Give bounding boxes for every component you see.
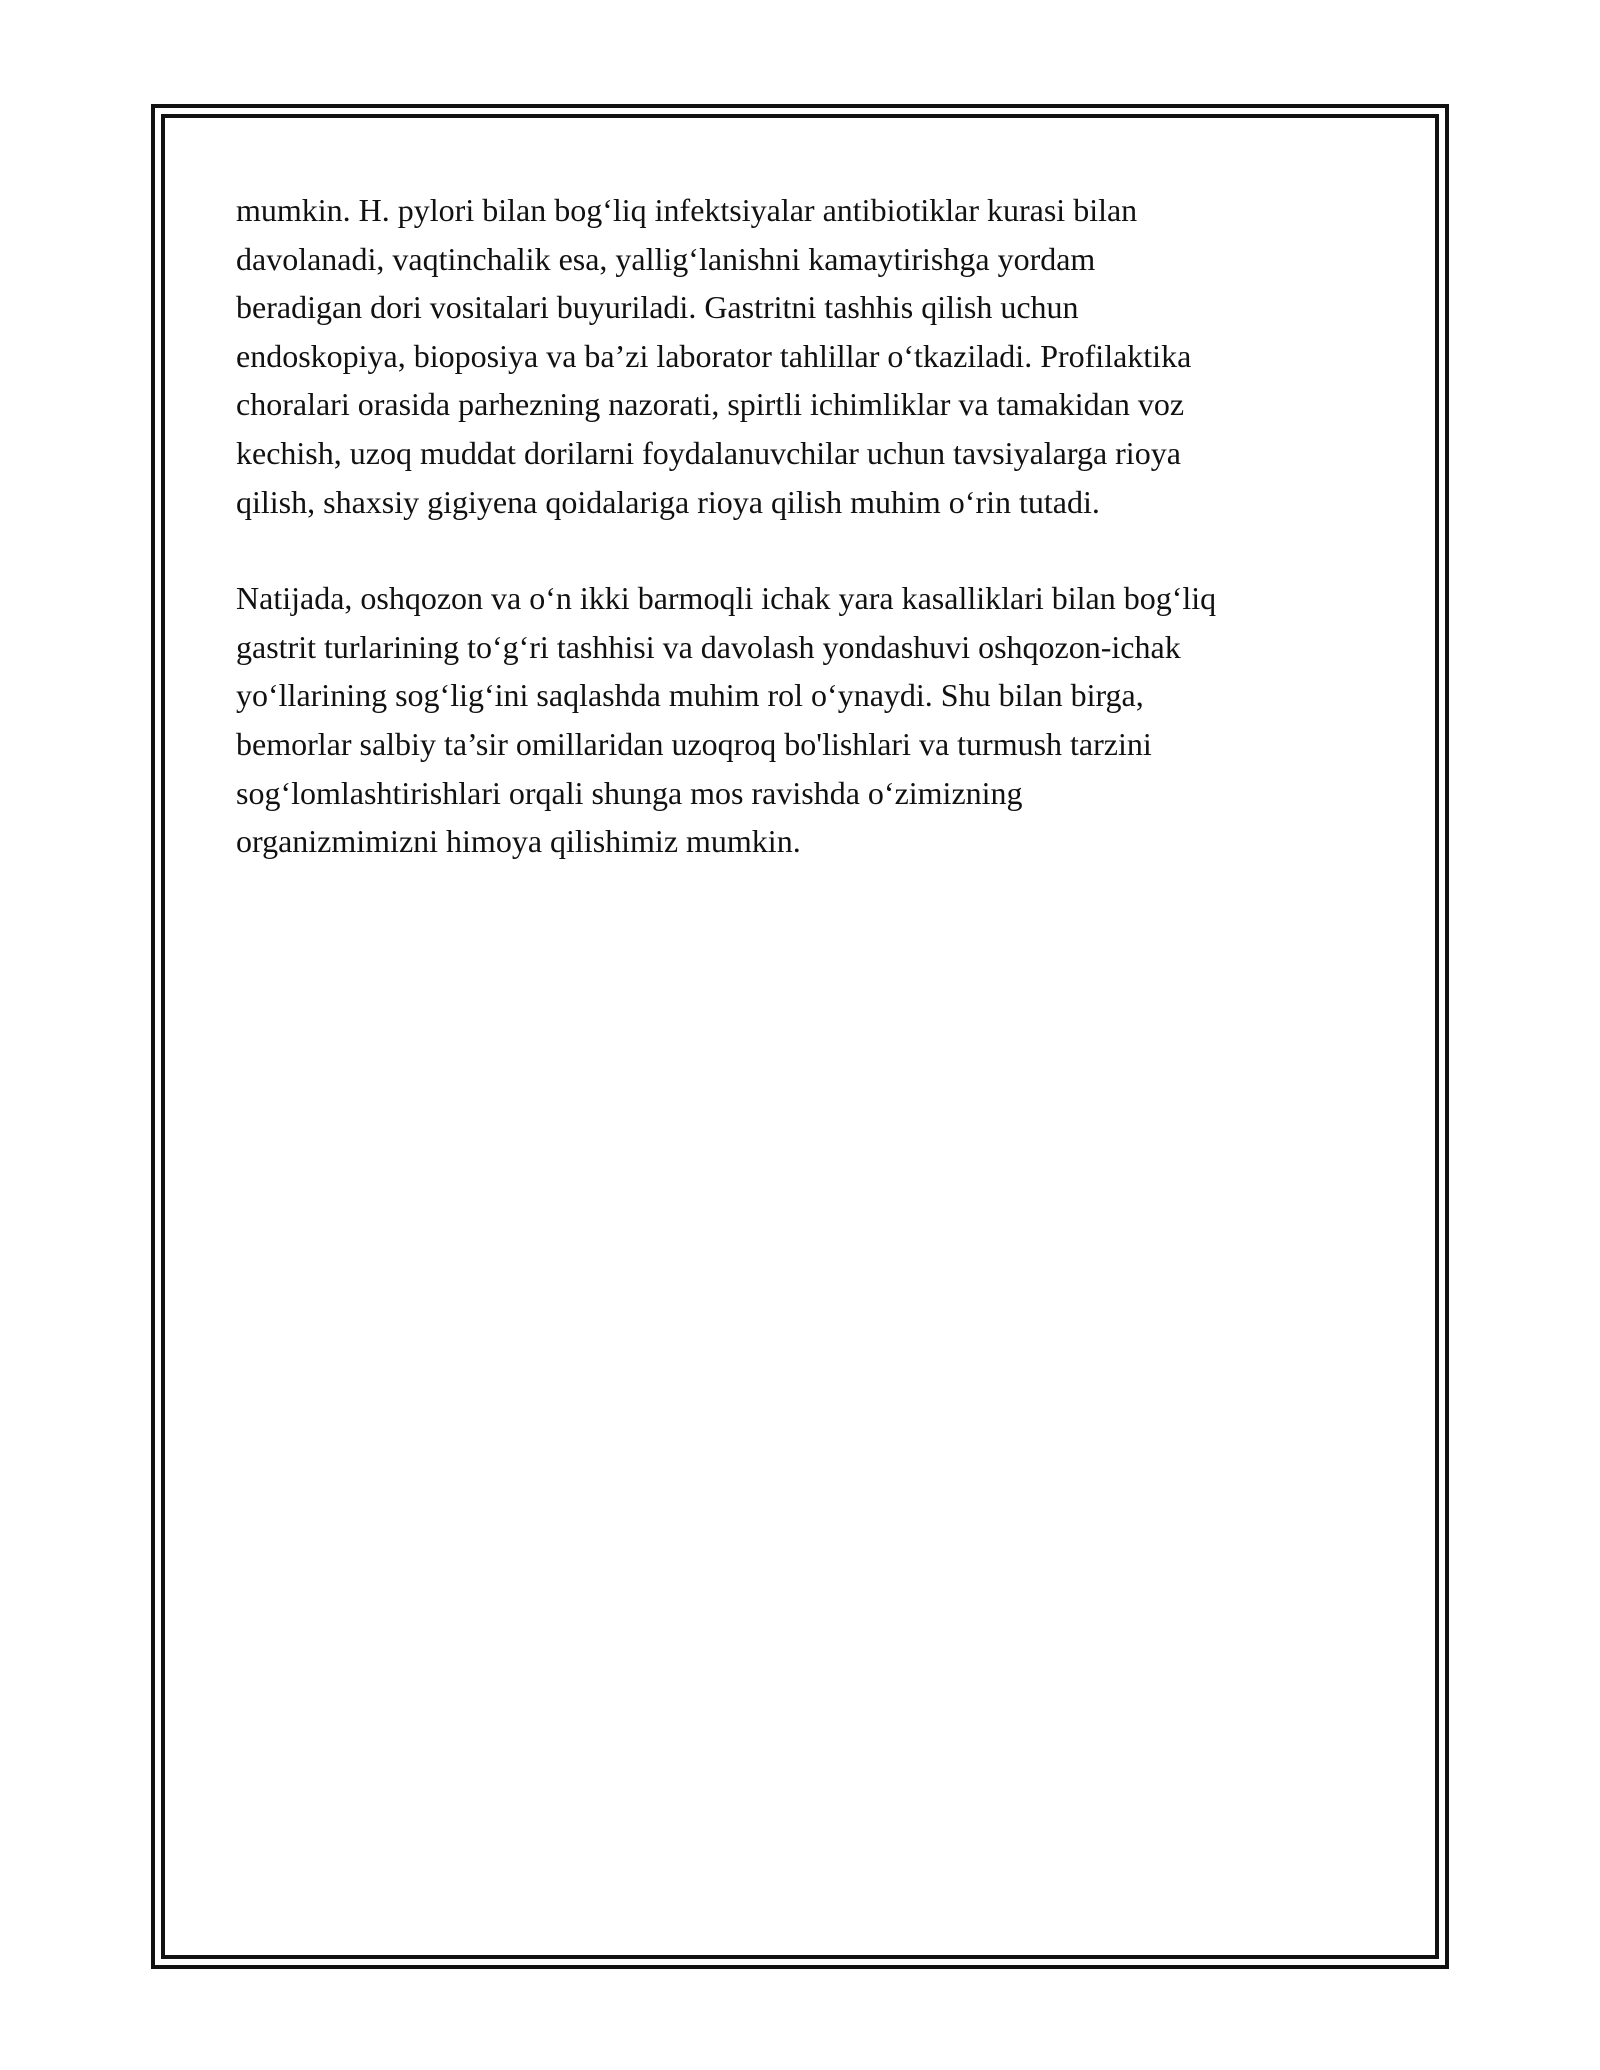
paragraph-1: mumkin. H. pylori bilan bog‘liq infektsiyalar antibiotiklar kurasi bilan davolanadi, vaqtinchalik esa, yallig‘lanishni kamaytirishga yordam beradigan dori vositalari buyuriladi. Gastritni tashhis qilish uchun endoskopiya, bioposiya va ba’zi laborator tahlillar o‘tkaziladi. Profilaktika choralari orasida parhezning nazorati, spirtli ichimliklar va tamakidan voz kechish, uzoq muddat dorilarni foydalanuvchilar uchun tavsiyalarga rioya qilish, shaxsiy gigiyena qoidalariga rioya qilish muhim o‘rin tutadi. <box>236 192 1192 520</box>
paragraph-2: Natijada, oshqozon va o‘n ikki barmoqli ichak yara kasalliklari bilan bog‘liq gastrit turlarining to‘g‘ri tashhisi va davolash yondashuvi oshqozon-ichak yo‘llarining sog‘lig‘ini saqlashda muhim rol o‘ynaydi. Shu bilan birga, bemorlar salbiy ta’sir omillaridan uzoqroq bo'lishlari va turmush tarzini sog‘lomlashtirishlari orqali shunga mos ravishda o‘zimizning organizmimizni himoya qilishimiz mumkin. <box>236 580 1217 860</box>
document-body <box>236 186 1366 866</box>
